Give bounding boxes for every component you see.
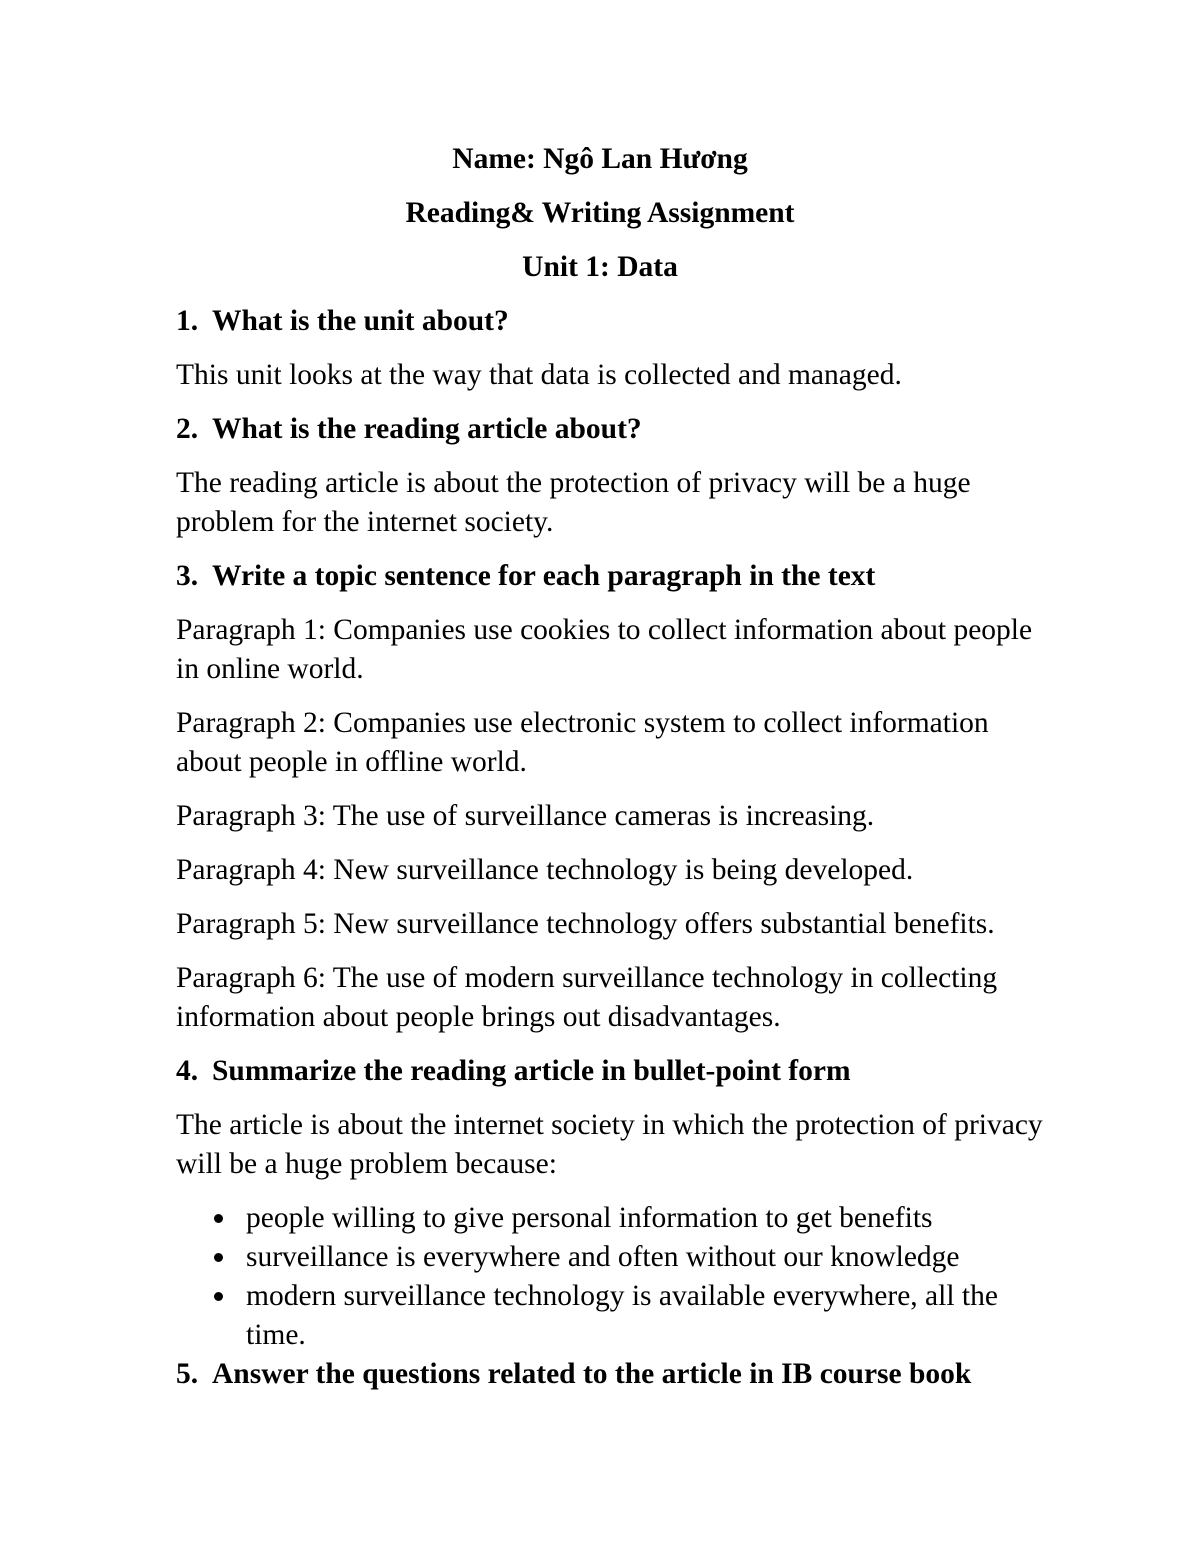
bullet-icon <box>214 1214 223 1223</box>
question-number: 1. <box>176 305 199 337</box>
question-text: What is the unit about? <box>212 305 509 337</box>
answer-4: The article is about the internet society in which the protection of privacy will be a huge problem because: <box>176 1109 1043 1180</box>
list-item <box>176 1199 1056 1238</box>
question-text: Summarize the reading article in bullet-point form <box>212 1055 851 1087</box>
question-4 <box>176 1052 1056 1091</box>
answer-2: The reading article is about the protection of privacy will be a huge problem for the internet society. <box>176 467 971 538</box>
question-text: Answer the questions related to the article in IB course book <box>212 1358 972 1390</box>
bullet-text: surveillance is everywhere and often without our knowledge <box>246 1241 960 1273</box>
question-5 <box>176 1355 1056 1394</box>
summary-bullet-list <box>176 1199 1056 1355</box>
question-3 <box>176 557 1056 596</box>
question-number: 3. <box>176 560 199 592</box>
document-body <box>176 140 1056 1409</box>
answer-1: This unit looks at the way that data is collected and managed. <box>176 359 902 391</box>
paragraph-topic-1: Paragraph 1: Companies use cookies to collect information about people in online world. <box>176 614 1033 685</box>
question-2 <box>176 410 1056 449</box>
paragraph-topic-6: Paragraph 6: The use of modern surveillance technology in collecting information about people brings out disadvantages. <box>176 962 998 1033</box>
question-number: 5. <box>176 1358 199 1390</box>
unit-title: Unit 1: Data <box>522 251 678 283</box>
bullet-text: modern surveillance technology is available everywhere, all the time. <box>246 1280 998 1351</box>
paragraph-topic-4: Paragraph 4: New surveillance technology is being developed. <box>176 854 914 886</box>
list-item <box>176 1238 1056 1277</box>
question-number: 2. <box>176 413 199 445</box>
paragraph-topic-2: Paragraph 2: Companies use electronic system to collect information about people in offline world. <box>176 707 989 778</box>
bullet-icon <box>214 1253 223 1262</box>
assignment-title: Reading& Writing Assignment <box>405 197 795 229</box>
paragraph-topic-3: Paragraph 3: The use of surveillance cameras is increasing. <box>176 800 875 832</box>
list-item <box>176 1277 1056 1355</box>
question-1 <box>176 302 1056 341</box>
question-text: Write a topic sentence for each paragraph in the text <box>212 560 876 592</box>
student-name: Name: Ngô Lan Hương <box>452 143 748 175</box>
question-number: 4. <box>176 1055 199 1087</box>
paragraph-topic-5: Paragraph 5: New surveillance technology offers substantial benefits. <box>176 908 995 940</box>
bullet-text: people willing to give personal information to get benefits <box>246 1202 933 1234</box>
bullet-icon <box>214 1292 223 1301</box>
question-text: What is the reading article about? <box>212 413 642 445</box>
